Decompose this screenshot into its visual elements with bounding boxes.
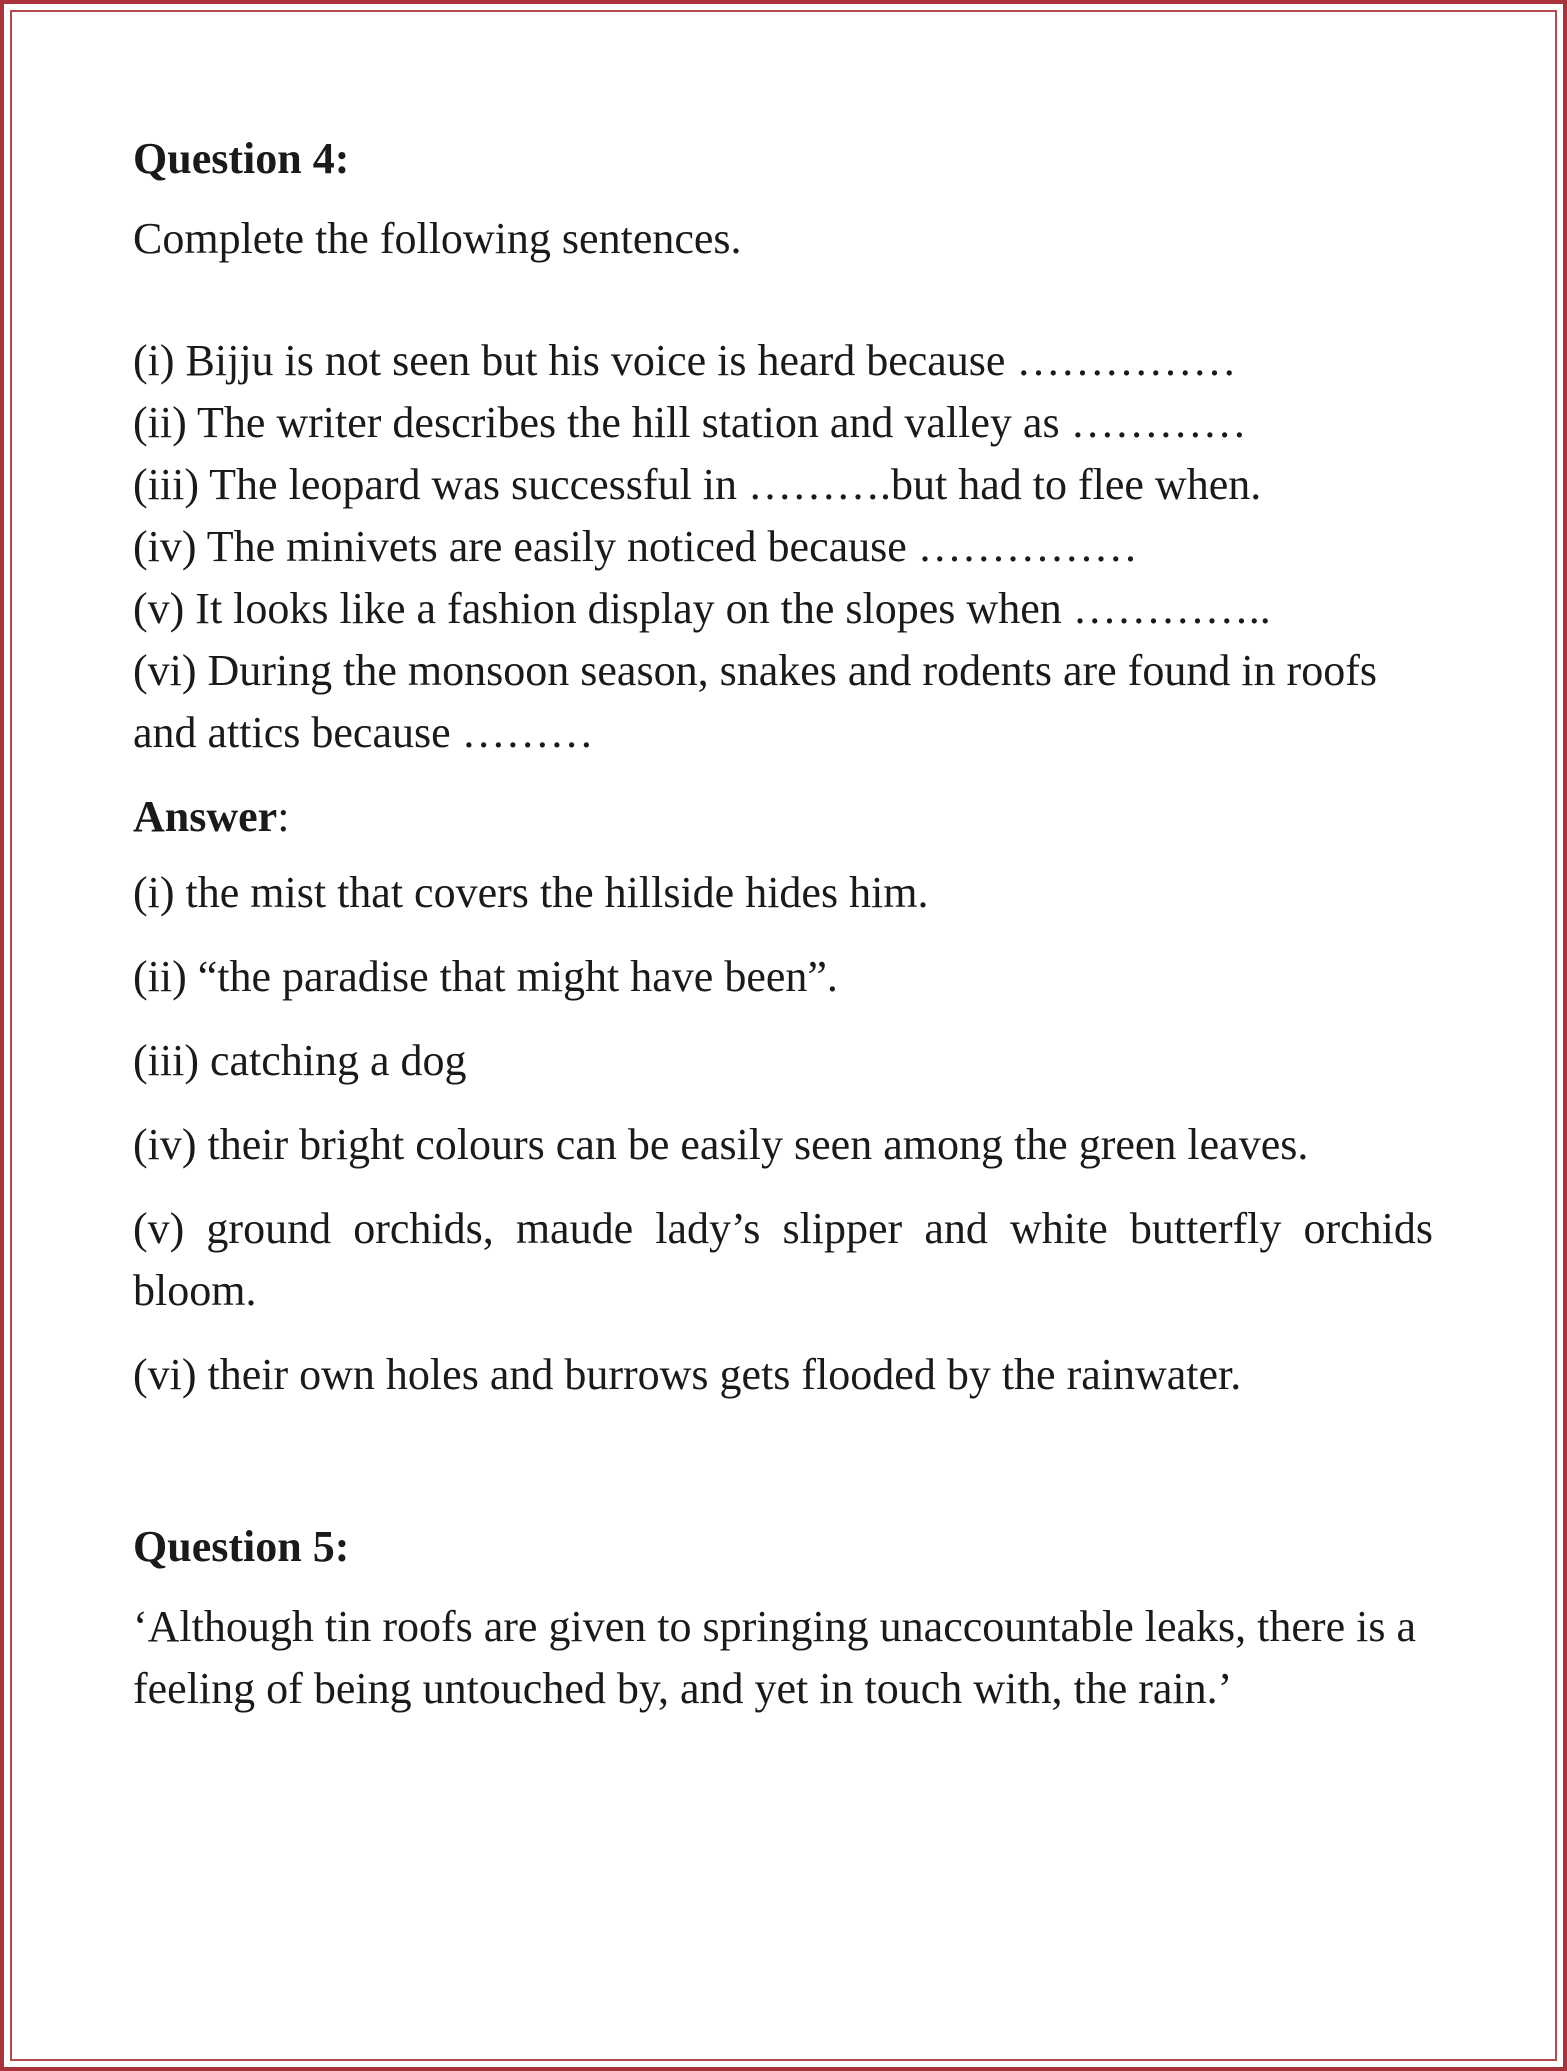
answer-heading-label: Answer bbox=[133, 792, 278, 841]
answer-item-4: (iv) their bright colours can be easily seen among the green leaves. bbox=[133, 1120, 1309, 1169]
question-item-3: (iii) The leopard was successful in ……….but had to flee when. bbox=[133, 460, 1262, 509]
question-4-list bbox=[133, 330, 1433, 764]
question-item-6: (vi) During the monsoon season, snakes and rodents are found in roofs and attics because ……… bbox=[133, 646, 1377, 757]
answer-item-6: (vi) their own holes and burrows gets flooded by the rainwater. bbox=[133, 1350, 1242, 1399]
question-item-2: (ii) The writer describes the hill station and valley as ………… bbox=[133, 398, 1247, 447]
question-item-1: (i) Bijju is not seen but his voice is heard because …………… bbox=[133, 336, 1237, 385]
document-content bbox=[133, 128, 1433, 1720]
question-4-heading: Question 4: bbox=[133, 134, 350, 183]
answer-heading bbox=[133, 786, 1433, 848]
answer-heading-colon: : bbox=[277, 792, 290, 841]
question-5-text: ‘Although tin roofs are given to springing unaccountable leaks, there is a feeling of being untouched by, and yet in touch with, the rain.’ bbox=[133, 1602, 1416, 1713]
answer-list bbox=[133, 862, 1433, 1406]
question-4-instruction: Complete the following sentences. bbox=[133, 214, 742, 263]
question-item-4: (iv) The minivets are easily noticed because …………… bbox=[133, 522, 1138, 571]
answer-item-2: (ii) “the paradise that might have been”. bbox=[133, 952, 838, 1001]
answer-item-5: (v) ground orchids, maude lady’s slipper and white butterfly orchids bloom. bbox=[133, 1204, 1433, 1315]
question-item-5: (v) It looks like a fashion display on the slopes when ………….. bbox=[133, 584, 1271, 633]
question-5-heading: Question 5: bbox=[133, 1522, 350, 1571]
answer-item-1: (i) the mist that covers the hillside hides him. bbox=[133, 868, 929, 917]
answer-item-3: (iii) catching a dog bbox=[133, 1036, 467, 1085]
